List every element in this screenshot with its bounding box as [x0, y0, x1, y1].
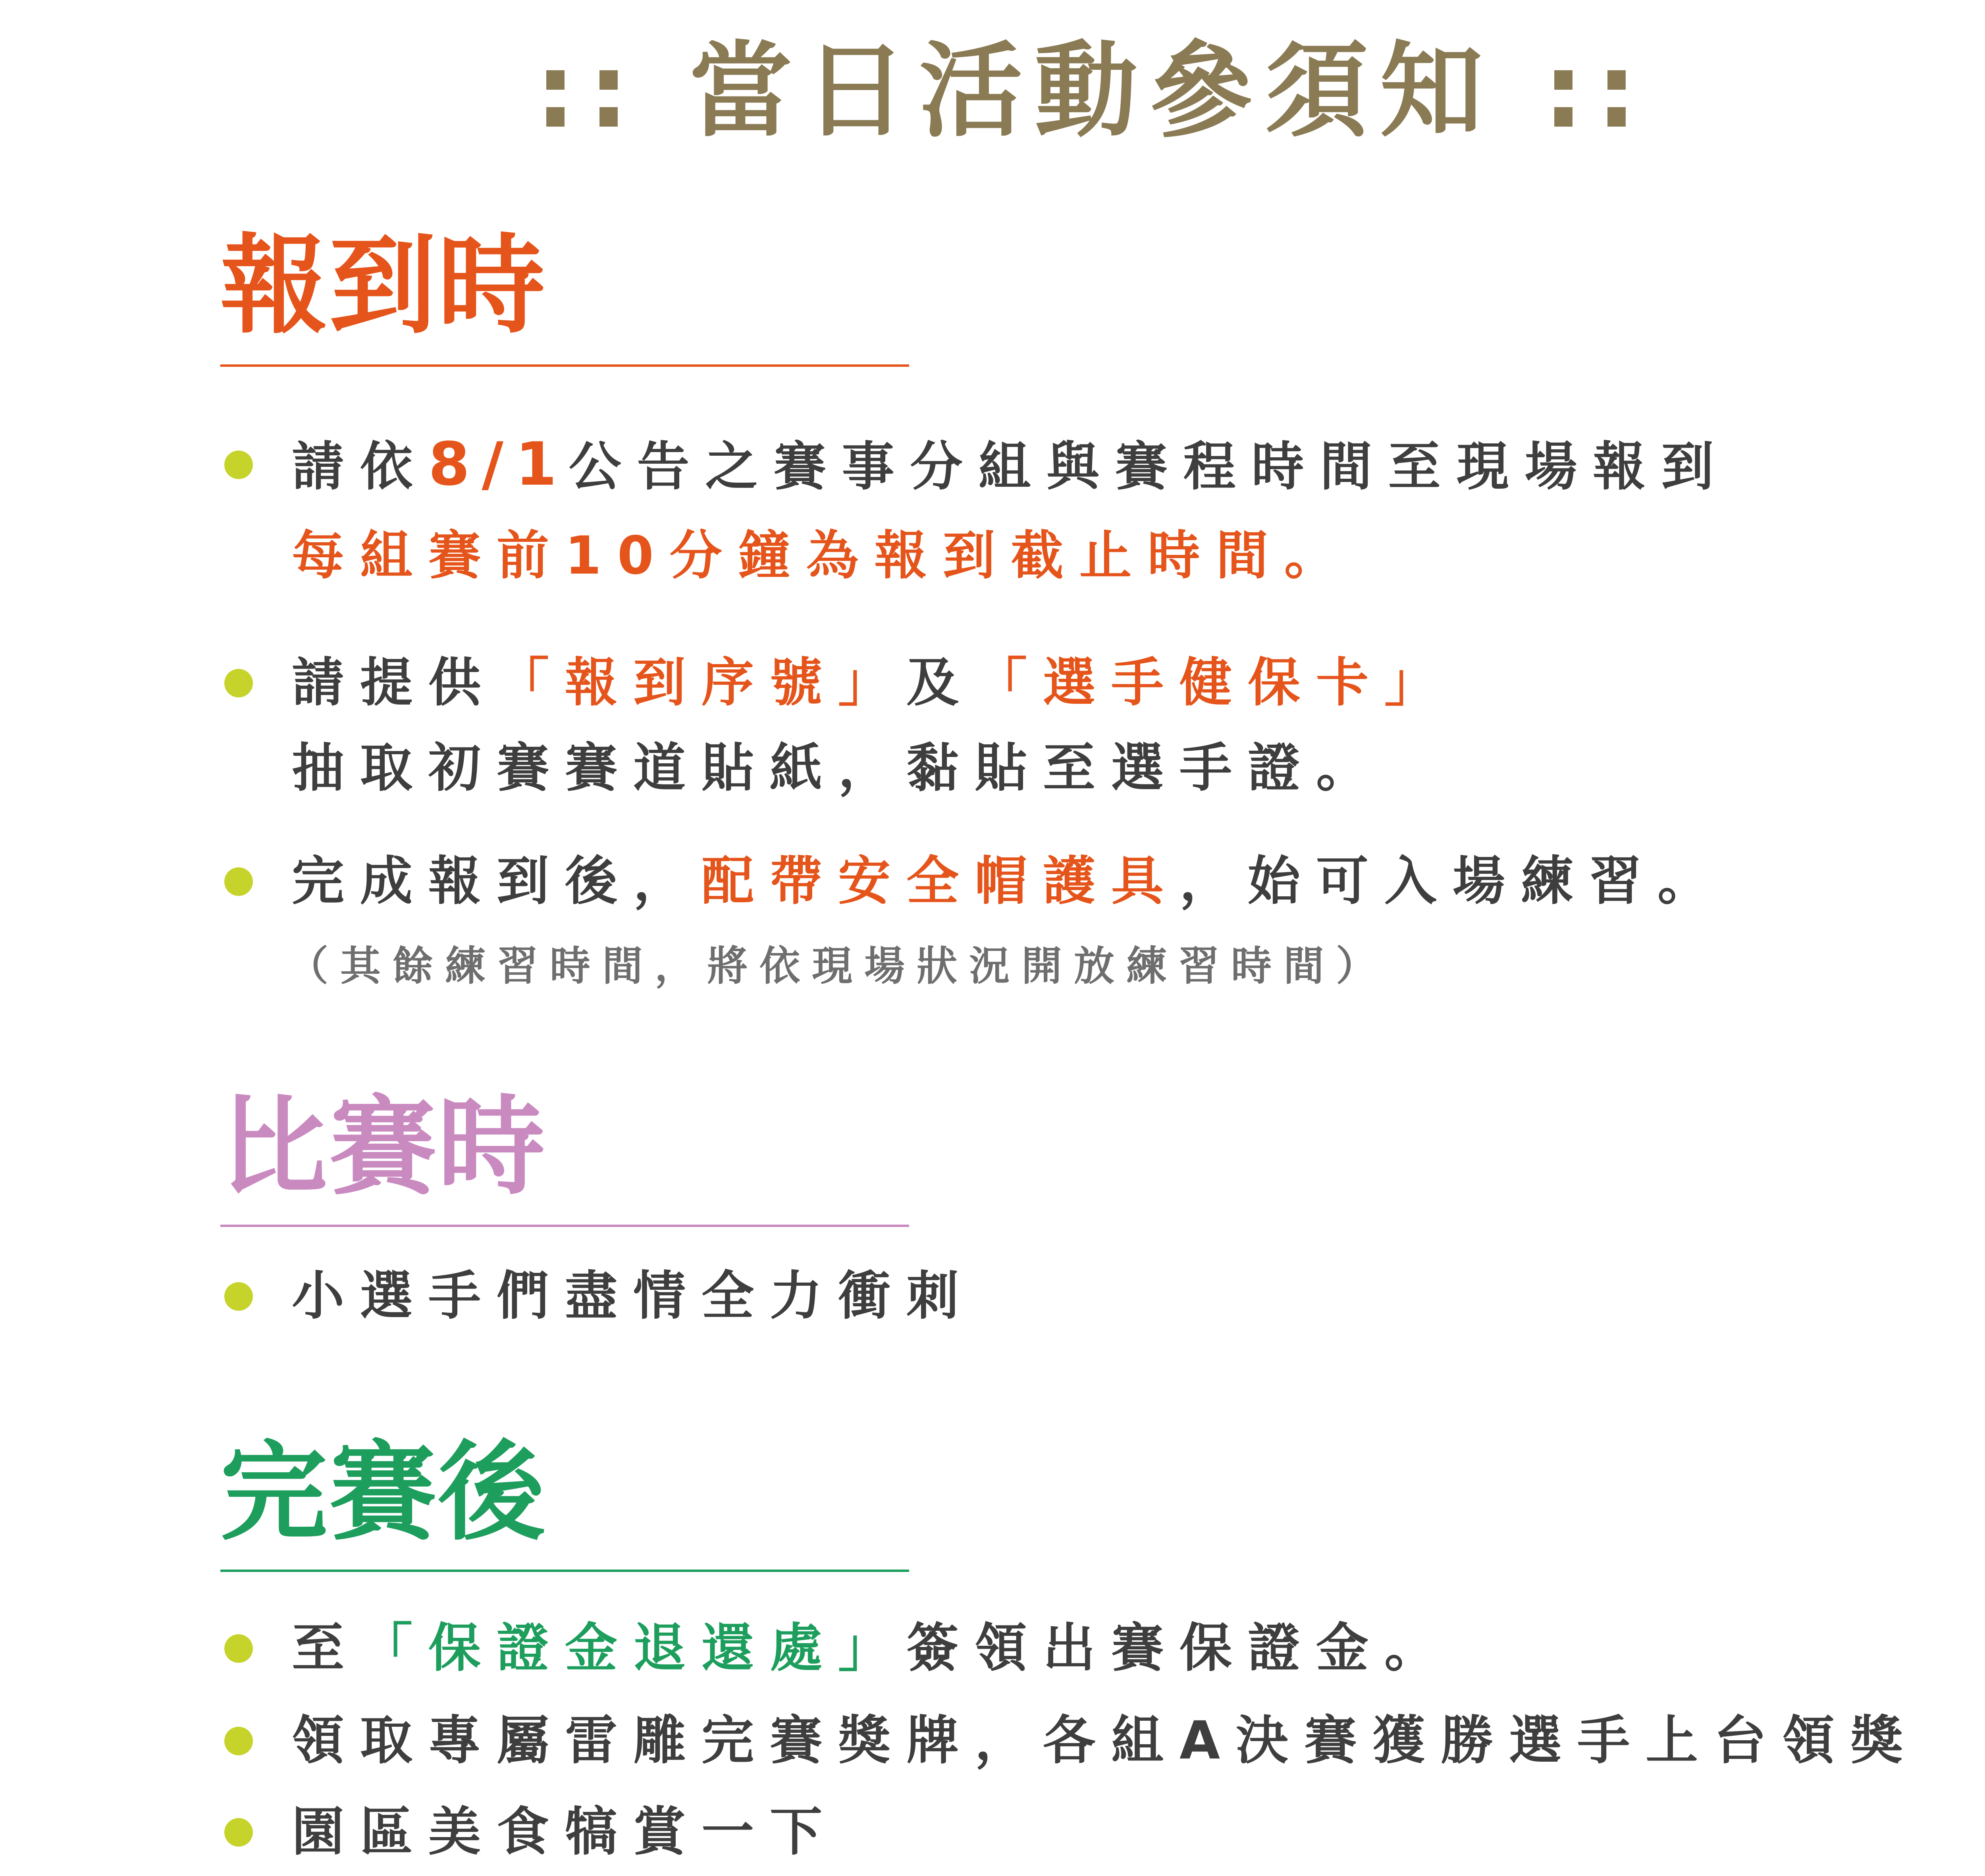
text: 簽領出賽保證金。	[906, 1618, 1453, 1679]
section-divider-after	[220, 1570, 909, 1572]
bullet-dot-icon	[224, 669, 253, 697]
list-item-line: 小選手們盡情全力衝刺	[292, 1265, 975, 1327]
highlight-deposit-desk: 「保證金退還處」	[360, 1618, 906, 1679]
bullet-dot-icon	[224, 1282, 253, 1311]
text: ，始可入場練習。	[1179, 851, 1726, 912]
list-item-line	[292, 1616, 1453, 1680]
bullet-dot-icon	[224, 1818, 253, 1847]
bullet-dot-icon	[224, 451, 253, 479]
list-item-line	[292, 430, 1730, 499]
text: 完成報到後，	[292, 851, 701, 912]
list-item-line: 園區美食犒賞一下	[292, 1801, 838, 1863]
page-title: :: 當日活動參須知 ::	[535, 31, 1649, 151]
highlight-date: 8/1	[428, 430, 569, 499]
bullet-dot-icon	[224, 1634, 253, 1663]
list-item-line	[292, 849, 1726, 913]
text: 請依	[292, 436, 428, 497]
section-heading-race: 比賽時	[220, 1084, 547, 1210]
highlight-card: 「選手健保卡」	[975, 652, 1453, 713]
section-divider-race	[220, 1225, 909, 1227]
list-item-line: 領取專屬雷雕完賽獎牌，各組A決賽獲勝選手上台領獎	[292, 1710, 1919, 1771]
list-item-line: 抽取初賽賽道貼紙，黏貼至選手證。	[292, 738, 1384, 799]
list-item-highlight-line: 每組賽前10分鐘為報到截止時間。	[292, 525, 1353, 586]
section-heading-checkin: 報到時	[220, 223, 547, 348]
text: 及	[906, 652, 975, 713]
highlight-helmet: 配帶安全帽護具	[701, 851, 1179, 912]
section-heading-after: 完賽後	[220, 1430, 547, 1555]
list-item-line	[292, 651, 1453, 715]
bullet-dot-icon	[224, 867, 253, 896]
bullet-dot-icon	[224, 1727, 253, 1755]
text: 公告之賽事分組與賽程時間至現場報到	[569, 436, 1730, 497]
section-divider-checkin	[220, 364, 909, 367]
text: 至	[292, 1618, 360, 1679]
list-item-note: （其餘練習時間，將依現場狀況開放練習時間）	[288, 943, 1388, 990]
text: 請提供	[292, 652, 497, 713]
highlight-serial: 「報到序號」	[497, 652, 906, 713]
